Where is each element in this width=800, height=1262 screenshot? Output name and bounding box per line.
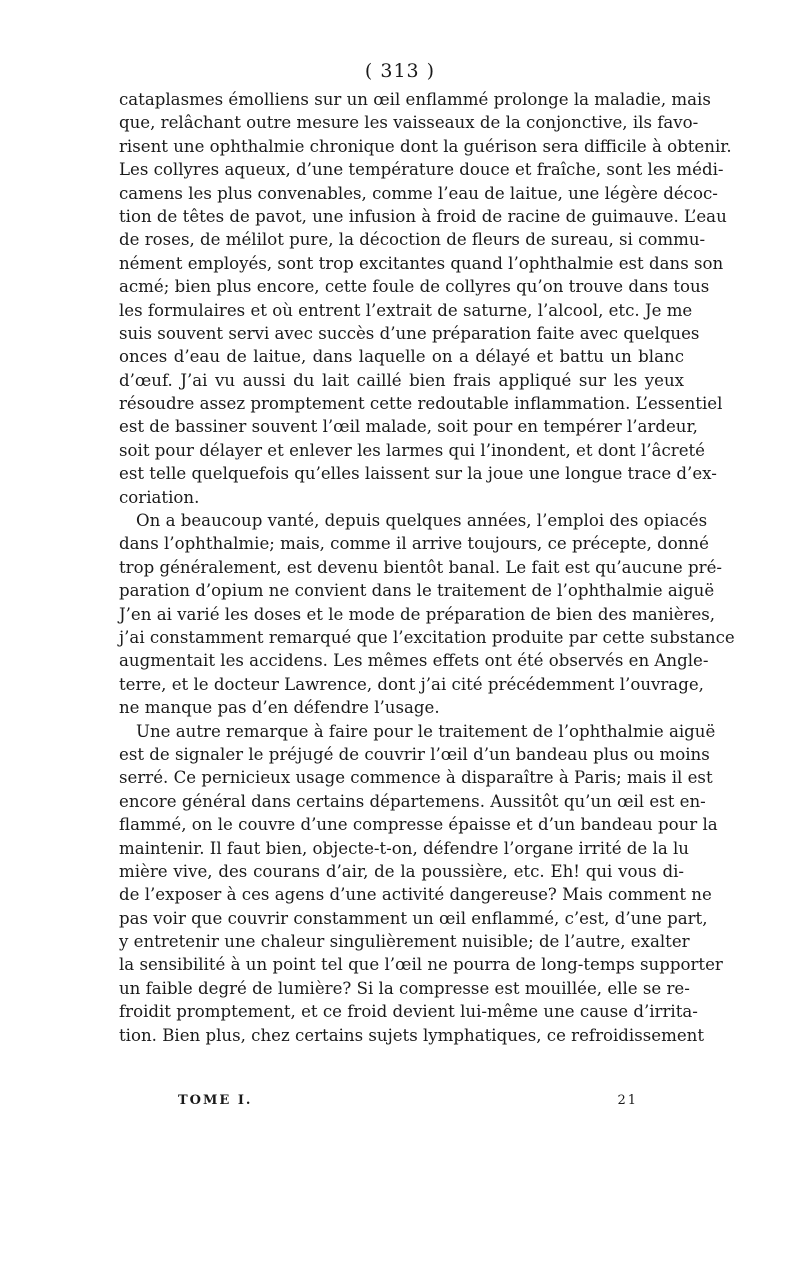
text-line: tion. Bien plus, chez certains sujets lymphatiques, ce refroidissement bbox=[119, 1025, 704, 1045]
text-line: tion de têtes de pavot, une infusion à froid de racine de guimauve. L’eau bbox=[119, 206, 727, 226]
page-number: ( 313 ) bbox=[364, 60, 436, 82]
text-line: mière vive, des courans d’air, de la poussière, etc. Eh! qui vous di- bbox=[119, 861, 684, 881]
text-line: onces d’eau de laitue, dans laquelle on a délayé et battu un blanc bbox=[119, 347, 684, 367]
text-line: terre, et le docteur Lawrence, dont j’ai cité précédemment l’ouvrage, bbox=[119, 674, 704, 694]
text-line: soit pour délayer et enlever les larmes qui l’inondent, et dont l’âcreté bbox=[119, 440, 706, 460]
text-line: Les collyres aqueux, d’une température douce et fraîche, sont les médi- bbox=[119, 160, 724, 180]
text-line: suis souvent servi avec succès d’une préparation faite avec quelques bbox=[119, 323, 700, 343]
text-line: la sensibilité à un point tel que l’œil ne pourra de long-temps supporter bbox=[119, 955, 723, 975]
text-line: paration d’opium ne convient dans le traitement de l’ophthalmie aiguë bbox=[119, 581, 715, 601]
text-line: de roses, de mélilot pure, la décoction de fleurs de sureau, si commu- bbox=[119, 230, 706, 250]
text-line: est telle quelquefois qu’elles laissent sur la joue une longue trace d’ex- bbox=[119, 464, 717, 484]
text-line: On a beaucoup vanté, depuis quelques années, l’emploi des opiacés bbox=[136, 511, 708, 531]
text-line: de l’exposer à ces agens d’une activité dangereuse? Mais comment ne bbox=[119, 885, 712, 905]
text-line: serré. Ce pernicieux usage commence à disparaître à Paris; mais il est bbox=[119, 768, 713, 788]
text-line: acmé; bien plus encore, cette foule de collyres qu’on trouve dans tous bbox=[119, 277, 710, 297]
text-line: J’en ai varié les doses et le mode de préparation de bien des manières, bbox=[119, 604, 716, 624]
text-line: maintenir. Il faut bien, objecte-t-on, défendre l’organe irrité de la lu bbox=[119, 838, 689, 858]
signature-mark: 21 bbox=[617, 1093, 638, 1108]
text-line: trop généralement, est devenu bientôt banal. Le fait est qu’aucune pré- bbox=[119, 557, 722, 577]
text-line: les formulaires et où entrent l’extrait de saturne, l’alcool, etc. Je me bbox=[119, 300, 693, 320]
text-line: encore général dans certains départemens. Aussitôt qu’un œil est en- bbox=[119, 791, 706, 811]
text-line: Une autre remarque à faire pour le traitement de l’ophthalmie aiguë bbox=[136, 721, 716, 741]
text-line: nément employés, sont trop excitantes quand l’ophthalmie est dans son bbox=[119, 253, 724, 273]
text-line: augmentait les accidens. Les mêmes effets ont été observés en Angle- bbox=[119, 651, 709, 671]
text-line: risent une ophthalmie chronique dont la guérison sera difficile à obtenir. bbox=[119, 136, 732, 156]
text-line: coriation. bbox=[119, 487, 200, 507]
paragraph-2 bbox=[119, 509, 735, 720]
text-line: un faible degré de lumière? Si la compresse est mouillée, elle se re- bbox=[119, 978, 690, 998]
text-line: est de bassiner souvent l’œil malade, soit pour en tempérer l’ardeur, bbox=[119, 417, 698, 437]
text-line: j’ai constamment remarqué que l’excitation produite par cette substance bbox=[119, 627, 735, 647]
text-line: que, relâchant outre mesure les vaisseaux de la conjonctive, ils favo- bbox=[119, 113, 699, 133]
page-footer bbox=[178, 1093, 638, 1113]
text-line: dans l’ophthalmie; mais, comme il arrive toujours, ce précepte, donné bbox=[119, 534, 709, 554]
text-line: résoudre assez promptement cette redoutable inflammation. L’essentiel bbox=[119, 394, 723, 414]
text-line: y entretenir une chaleur singulièrement nuisible; de l’autre, exalter bbox=[119, 932, 690, 952]
text-line: camens les plus convenables, comme l’eau de laitue, une légère décoc- bbox=[119, 183, 718, 203]
paragraph-1 bbox=[119, 88, 732, 509]
body-text bbox=[119, 88, 735, 1047]
text-line: pas voir que couvrir constamment un œil enflammé, c’est, d’une part, bbox=[119, 908, 708, 928]
paragraph-3 bbox=[119, 720, 723, 1047]
text-line: cataplasmes émolliens sur un œil enflammé prolonge la maladie, mais bbox=[119, 90, 711, 109]
text-line: froidit promptement, et ce froid devient lui-même une cause d’irrita- bbox=[119, 1002, 698, 1022]
volume-label: TOME I. bbox=[178, 1093, 253, 1108]
text-line: est de signaler le préjugé de couvrir l’œil d’un bandeau plus ou moins bbox=[119, 744, 710, 764]
text-line: ne manque pas d’en défendre l’usage. bbox=[119, 698, 440, 718]
text-line: flammé, on le couvre d’une compresse épaisse et d’un bandeau pour la bbox=[119, 815, 718, 835]
text-line: d’œuf. J’ai vu aussi du lait caillé bien frais appliqué sur les yeux bbox=[119, 370, 684, 390]
